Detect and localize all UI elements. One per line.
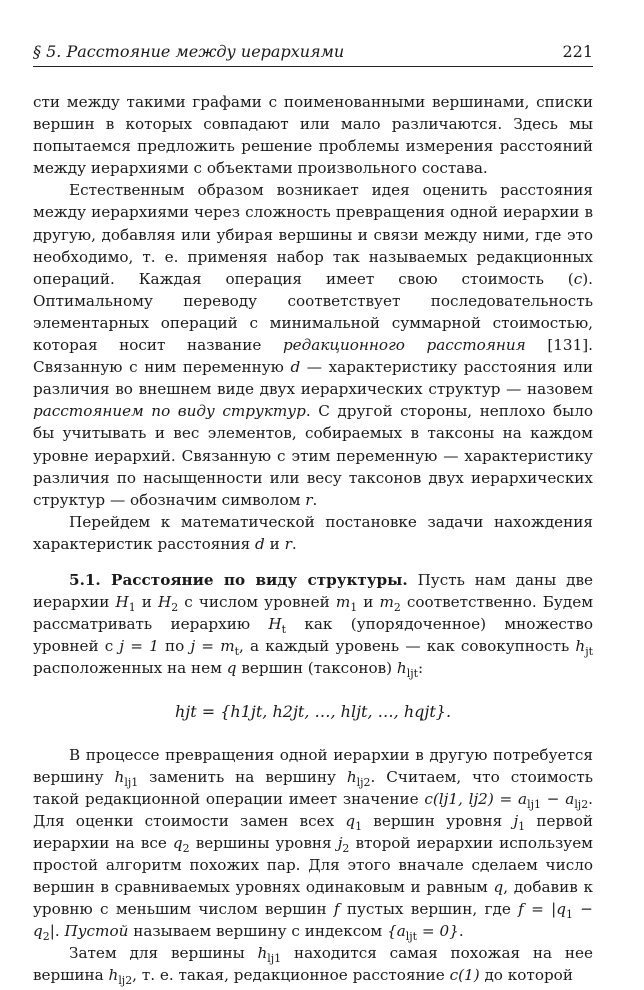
term-edit-distance: редакционного расстояния: [282, 336, 526, 355]
paragraph-3: Перейдем к математической постановке задачи нахождения характеристик расстояния d и r.: [33, 512, 593, 553]
paragraph-2: Естественным образом возникает идея оценить расстояния между иерархиями через сложность превращения одной иерархии в другую, добавляя или убирая вершины и связи между ними, где это необходимо, т. е. применяя набор так называемых редакционных операций. Каждая операция имеет свою стоимость (c). Оптимальному переводу соответствует последовательность элементарных операций с минимальной суммарной стоимостью, которая носит название редакционного расстояния [131]. Связанную с ним переменную d — характеристику расстояния или различия во внешнем виде двух иерархических структур — назовем расстоянием по виду структур. С другой стороны, неплохо было бы учитывать и вес элементов, собираемых в таксоны на каждом уровне иерархий. Связанную с этим переменную — характеристику различия по насыщенности или весу таксонов двух иерархических структур — обозначим символом r.: [33, 181, 594, 509]
subsection-title: 5.1. Расстояние по виду структуры.: [69, 570, 408, 589]
book-page: [33, 40, 593, 987]
paragraph-5: В процессе превращения одной иерархии в другую потребуется вершину $h_{lj1}$ заменить на вершину $h_{lj2}$. Считаем, что стоимость такой редакционной операции имеет значение c(lj1, $lj2) = a_{lj1} - a_{lj2}$. Для оценки стоимости замен всех $q_1$ вершин уровня $j_1$ первой иерархии на все $q_2$ вершины уровня $j_2$ второй иерархии используем простой алгоритм похожих пар. Для этого вначале сделаем число вершин в сравниваемых уровнях одинаковым и равным q, добавив к уровню с меньшим числом вершин f пустых вершин, где $f = |q_1 - q_2|$. Пустой называем вершину с индексом $\{a_{ljt} = 0\}$.: [33, 745, 594, 944]
display-formula: [33, 701, 593, 723]
formula-text: hjt = {h1jt, h2jt, …, hljt, …, hqjt}.: [174, 702, 452, 722]
page-number: 221: [562, 42, 593, 61]
paragraph-4: 5.1. Расстояние по виду структуры. Пусть нам даны две иерархии $H_1$ и $H_2$ с числом уровней $m_1$ и $m_2$ соответственно. Будем рассматривать иерархию $H_t$ как (упорядоченное) множество уровней с j = 1 по $j = m_t$, а каждый уровень — как совокупность $h_{jt}$ расположенных на нем q вершин (таксонов) $h_{ljt}$:: [33, 570, 594, 681]
term-structure-distance: расстоянием по виду структур: [33, 402, 306, 421]
running-header: [33, 40, 593, 67]
term-empty-vertex: Пустой: [64, 922, 129, 941]
section-title: § 5. Расстояние между иерархиями: [33, 42, 345, 61]
paragraph-6: Затем для вершины $h_{lj1}$ находится самая похожая на нее вершина $h_{lj2}$, т. е. такая, редакционное расстояние c(1) до которой: [33, 944, 594, 988]
page-body: [33, 91, 593, 987]
paragraph-1: сти между такими графами с поименованными вершинами, списки вершин в которых совпадают или мало различаются. Здесь мы попытаемся предложить решение проблемы измерения расстояний между иерархиями с объектами произвольного состава.: [33, 93, 593, 178]
